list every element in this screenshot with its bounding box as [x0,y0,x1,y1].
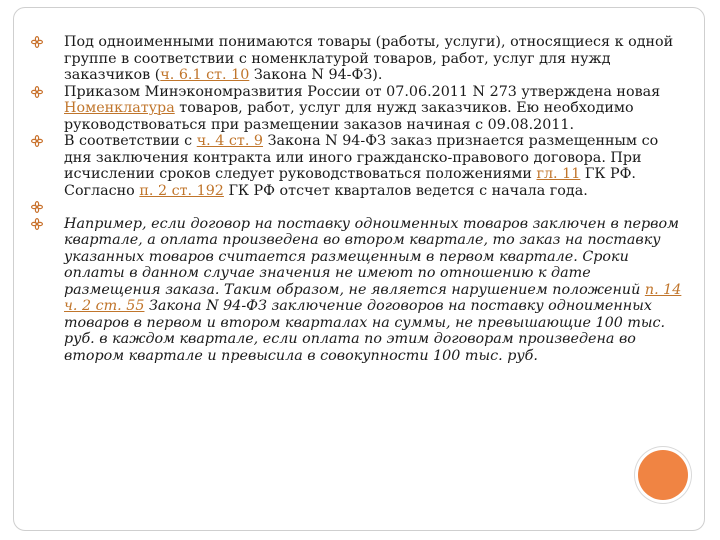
paragraph-text: Закона N 94-ФЗ заключение договоров на поставку одноименных товаров в первом и втором кварталах на суммы, не превышающие 100 тыс. руб. в каждом квартале, если оплата по этим договорам произведена во втором квартале и превысила в совокупности 100 тыс. руб. [64,298,666,364]
civil-code-article-link[interactable]: п. 2 ст. 192 [139,182,224,199]
nomenclature-link[interactable]: Номенклатура [64,100,175,116]
flower-bullet-icon [30,217,44,231]
bullet-item-example [30,216,690,365]
law-reference-link[interactable]: ч. 6.1 ст. 10 [160,67,250,83]
paragraph-text: Закона N 94-ФЗ заказ признается размещенным со дня заключения контракта или иного гражданско-правового договора. При исчислении сроков следует руководствоваться положениями [64,133,659,182]
civil-code-chapter-link[interactable]: гл. 11 [536,166,581,182]
paragraph-text: Закона N 94-ФЗ). [249,67,383,83]
bullet-item-2 [30,84,690,134]
paragraph-text: ГК РФ отсчет кварталов ведется с начала года. [223,182,588,199]
decorative-orange-circle [638,450,688,500]
paragraph-text: Например, если договор на поставку одноименных товаров заключен в первом квартале, а оплата произведена во втором квартале, то заказ на поставку указанных товаров считается размещенным в первом квартале. Сроки оплаты в данном случае значения не имеют по отношению к дате размещения заказа. Таким образом, не является нарушением положений [64,215,679,298]
bullet-item-3 [30,133,690,199]
paragraph-text: Под одноименными понимаются товары (работы, услуги), относящиеся к одной группе в соответствии с номенклатурой товаров, работ, услуг для нужд заказчиков ( [64,34,674,83]
paragraph-text: Приказом Минэкономразвития России от 07.06.2011 N 273 утверждена новая [64,83,661,100]
paragraph-text: ГК РФ. Согласно [64,166,636,199]
law-reference-link[interactable]: п. 14 ч. 2 ст. 55 [64,281,682,314]
bullet-list [30,34,690,364]
paragraph-text: товаров, работ, услуг для нужд заказчиков. Ею необходимо руководствоваться при размещении заказов начиная с 09.08.2011. [64,100,634,133]
law-reference-link[interactable]: ч. 4 ст. 9 [196,133,264,149]
flower-bullet-icon [30,35,44,49]
flower-bullet-icon [30,200,44,214]
flower-bullet-icon [30,134,44,148]
bullet-item-1 [30,34,690,84]
flower-bullet-icon [30,85,44,99]
paragraph-text: В соответствии с [64,133,197,149]
bullet-item-empty [30,199,690,216]
